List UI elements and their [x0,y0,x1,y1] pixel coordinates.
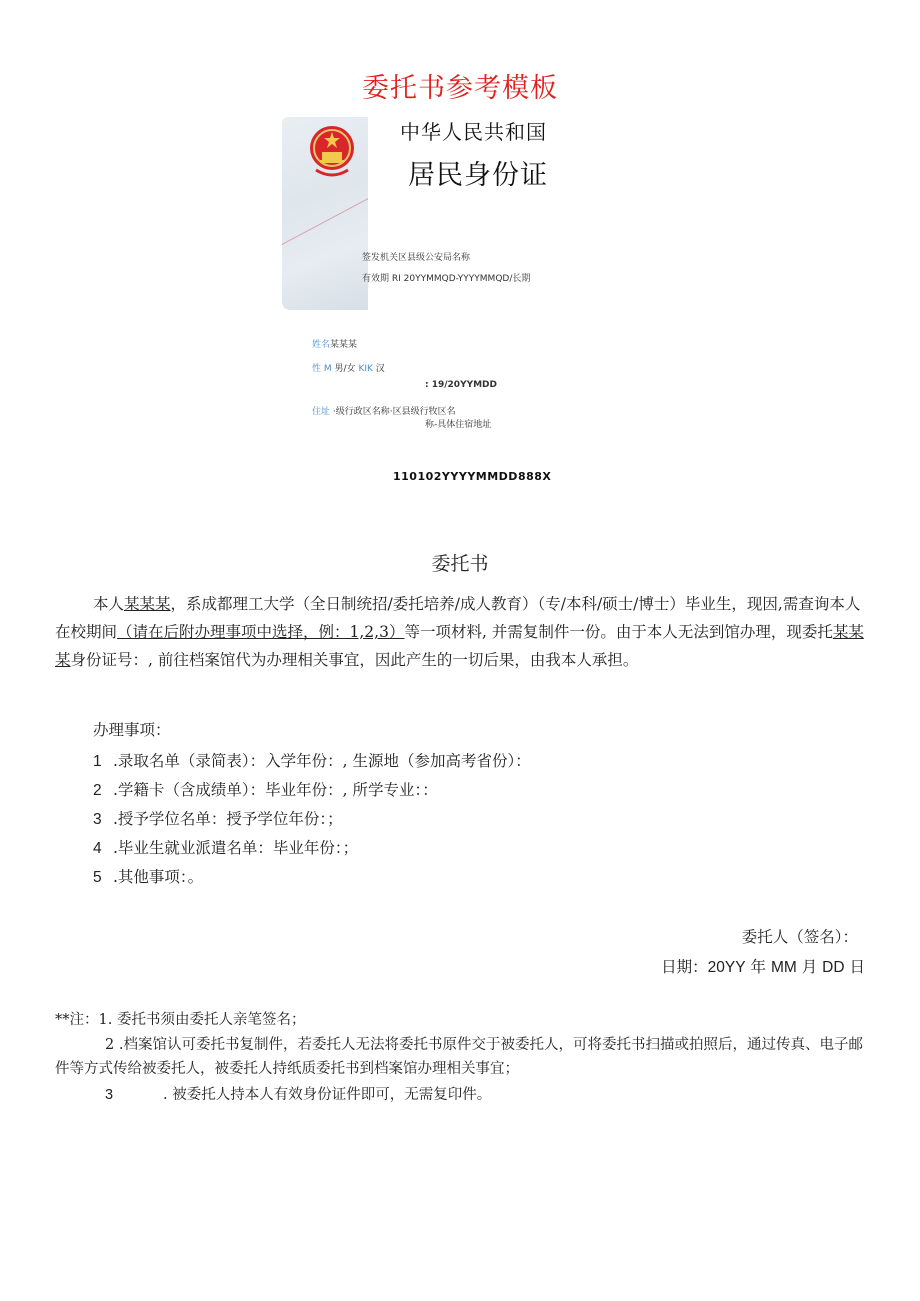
delegator-name: 某某某 [124,595,171,613]
address-line2: 称-具体住宿地址 [425,420,492,430]
national-emblem-icon [306,122,358,180]
list-item [93,836,358,858]
address-line1: ·级行政区名称·区县级行牧区名 [332,407,456,417]
date-day-unit: 日 [849,958,865,976]
item-number: 1 [93,753,102,770]
card-country-text: 中华人民共和国 [400,120,547,144]
signature-line: 委托人（签名）： [741,928,858,946]
agent-name: 某某某 [55,623,864,669]
card-sex-row [312,361,385,374]
name-label: 姓名 [312,340,331,350]
date-day: DD [822,959,845,976]
id-card-front [282,117,368,310]
ethnicity-label: KIK [358,364,373,374]
issuer-text: 签发机关区县级公安局名称 [362,253,471,263]
id-number: 110102YYYYMMDD888X [393,470,552,483]
note-number: 3 [105,1087,114,1103]
validity-text: 有效期 RI 20YYMMQD-YYYYMMQD/长期 [362,274,531,284]
date-line [661,955,865,977]
name-value: 某某某 [330,340,358,350]
letter-heading: 委托书 [431,553,489,575]
note-line-2: 2 .档案馆认可委托书复制件，若委托人无法将委托书原件交于被委托人，可将委托书扫描或拍照后，通过传真、电子邮件等方式传给被委托人，被委托人持纸质委托书到档案馆办理相关事宜； [55,1037,863,1077]
card-name-row [312,337,357,350]
date-month: MM [770,959,797,976]
item-number: 5 [93,869,102,886]
list-item [93,778,438,800]
p1-text-c: 等一项材料, 并需复制件一份。由于本人无法到馆办理，现委托 [404,623,833,641]
selection-hint: （请在后附办理事项中选择，例：1,2,3） [117,623,405,641]
p1-text-d: 身份证号：, 前往档案馆代为办理相关事宜，因此产生的一切后果，由我本人承担。 [70,651,639,669]
note-text: . 被委托人持本人有效身份证件即可，无需复印件。 [163,1087,492,1103]
item-number: 2 [93,782,102,799]
sex-label: 性 M [312,364,332,374]
date-year: 20YY [707,959,746,976]
card-name-text: 居民身份证 [408,160,548,191]
ethnicity-value: 汉 [375,364,385,374]
address-label: 住址 [312,407,331,417]
matters-label: 办理事项： [93,721,171,739]
list-item [93,807,343,829]
note-line-1: **注：1. 委托书须由委托人亲笔签名； [55,1012,306,1028]
list-item [93,865,203,887]
item-text: .学籍卡（含成绩单）：毕业年份：, 所学专业：： [113,781,438,799]
sex-value: 男/女 [334,364,356,374]
card-stripe [282,179,368,246]
document-title: 委托书参考模板 [362,73,558,104]
letter-paragraph [55,590,875,674]
item-text: .录取名单（录简表）：入学年份：, 生源地（参加高考省份）： [113,752,531,770]
date-label: 日期： [661,958,708,976]
date-month-unit: 月 [801,958,818,976]
address-row [312,404,456,417]
list-item [93,749,531,771]
item-text: .其他事项：。 [113,868,204,886]
note-line-3 [105,1083,491,1104]
p1-text-b: ，系成都理工大学（全日制统招/委托培养/成人教育）（专/本科/硕士/博士）毕业生，现因,需查询本人在校期间 [55,595,861,641]
item-text: .授予学位名单：授予学位年份：； [113,810,343,828]
item-number: 4 [93,840,102,857]
date-year-unit: 年 [750,958,766,976]
p1-text-a: 本人 [93,595,125,613]
item-number: 3 [93,811,102,828]
birth-date: : 19/20YYMDD [425,380,497,390]
item-text: .毕业生就业派遣名单：毕业年份：； [113,839,359,857]
